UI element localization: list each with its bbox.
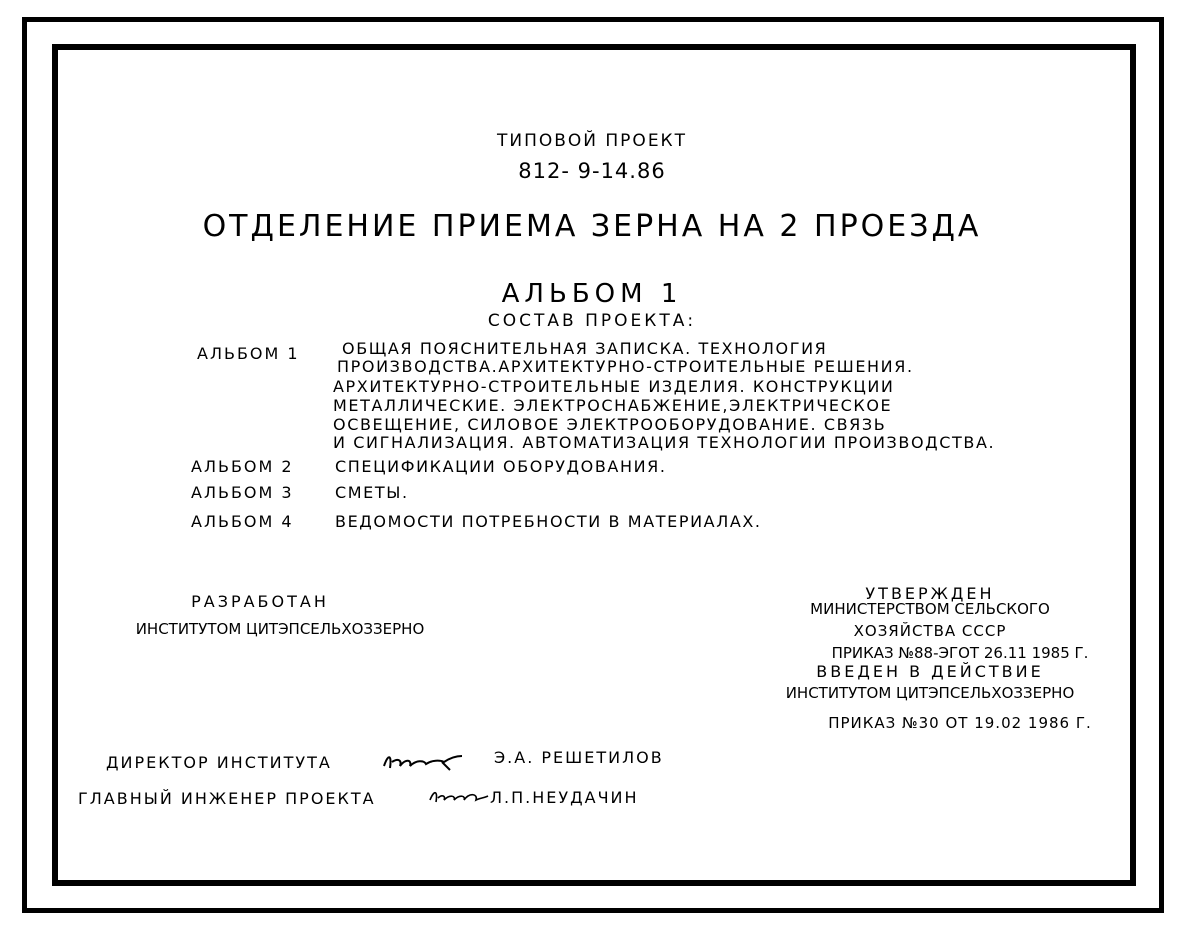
approval-line: МИНИСТЕРСТВОМ СЕЛЬСКОГО bbox=[810, 600, 1050, 618]
developer-heading: РАЗРАБОТАН bbox=[191, 592, 329, 611]
album-1-label: АЛЬБОМ 1 bbox=[197, 344, 300, 363]
developer-institute: ИНСТИТУТОМ ЦИТЭПСЕЛЬХОЗЗЕРНО bbox=[135, 620, 425, 638]
engineer-signature bbox=[428, 786, 490, 808]
album-1-line: ПРОИЗВОДСТВА.АРХИТЕКТУРНО-СТРОИТЕЛЬНЫЕ РЕШЕНИЯ. bbox=[337, 357, 914, 376]
enacted-by: ИНСТИТУТОМ ЦИТЭПСЕЛЬХОЗЗЕРНО bbox=[785, 684, 1075, 702]
album-1-line: МЕТАЛЛИЧЕСКИЕ. ЭЛЕКТРОСНАБЖЕНИЕ,ЭЛЕКТРИЧЕСКОЕ bbox=[333, 396, 893, 415]
album-4-label: АЛЬБОМ 4 bbox=[191, 512, 294, 531]
director-signature bbox=[380, 748, 470, 776]
album-2-label: АЛЬБОМ 2 bbox=[191, 457, 294, 476]
project-series: ТИПОВОЙ ПРОЕКТ bbox=[496, 131, 688, 151]
director-title: ДИРЕКТОР ИНСТИТУТА bbox=[106, 753, 332, 772]
approval-order: ПРИКАЗ №88-ЭГОТ 26.11 1985 Г. bbox=[831, 644, 1089, 662]
album-1-line: И СИГНАЛИЗАЦИЯ. АВТОМАТИЗАЦИЯ ТЕХНОЛОГИИ ПРОИЗВОДСТВА. bbox=[333, 433, 996, 452]
album-1-line: ОБЩАЯ ПОЯСНИТЕЛЬНАЯ ЗАПИСКА. ТЕХНОЛОГИЯ bbox=[342, 339, 828, 358]
engineer-title: ГЛАВНЫЙ ИНЖЕНЕР ПРОЕКТА bbox=[78, 789, 376, 808]
engineer-name: Л.П.НЕУДАЧИН bbox=[490, 788, 639, 807]
enacted-heading: ВВЕДЕН В ДЕЙСТВИЕ bbox=[816, 662, 1044, 681]
album-1-line: АРХИТЕКТУРНО-СТРОИТЕЛЬНЫЕ ИЗДЕЛИЯ. КОНСТРУКЦИИ bbox=[333, 377, 895, 396]
director-name: Э.А. РЕШЕТИЛОВ bbox=[494, 748, 664, 767]
page-title: ОТДЕЛЕНИЕ ПРИЕМА ЗЕРНА НА 2 ПРОЕЗДА bbox=[202, 209, 982, 244]
album-4-line: ВЕДОМОСТИ ПОТРЕБНОСТИ В МАТЕРИАЛАХ. bbox=[335, 512, 762, 531]
approval-heading: УТВЕРЖДЕН bbox=[865, 584, 995, 603]
album-2-line: СПЕЦИФИКАЦИИ ОБОРУДОВАНИЯ. bbox=[335, 457, 667, 476]
album-3-label: АЛЬБОМ 3 bbox=[191, 483, 294, 502]
project-number: 812- 9-14.86 bbox=[518, 159, 666, 183]
approval-line: ХОЗЯЙСТВА СССР bbox=[853, 622, 1007, 640]
album-heading: АЛЬБОМ 1 bbox=[501, 279, 683, 309]
enacted-order: ПРИКАЗ №30 ОТ 19.02 1986 Г. bbox=[828, 714, 1092, 732]
composition-heading: СОСТАВ ПРОЕКТА: bbox=[487, 311, 697, 331]
album-1-line: ОСВЕЩЕНИЕ, СИЛОВОЕ ЭЛЕКТРООБОРУДОВАНИЕ. СВЯЗЬ bbox=[333, 415, 887, 434]
album-3-line: СМЕТЫ. bbox=[335, 483, 409, 502]
